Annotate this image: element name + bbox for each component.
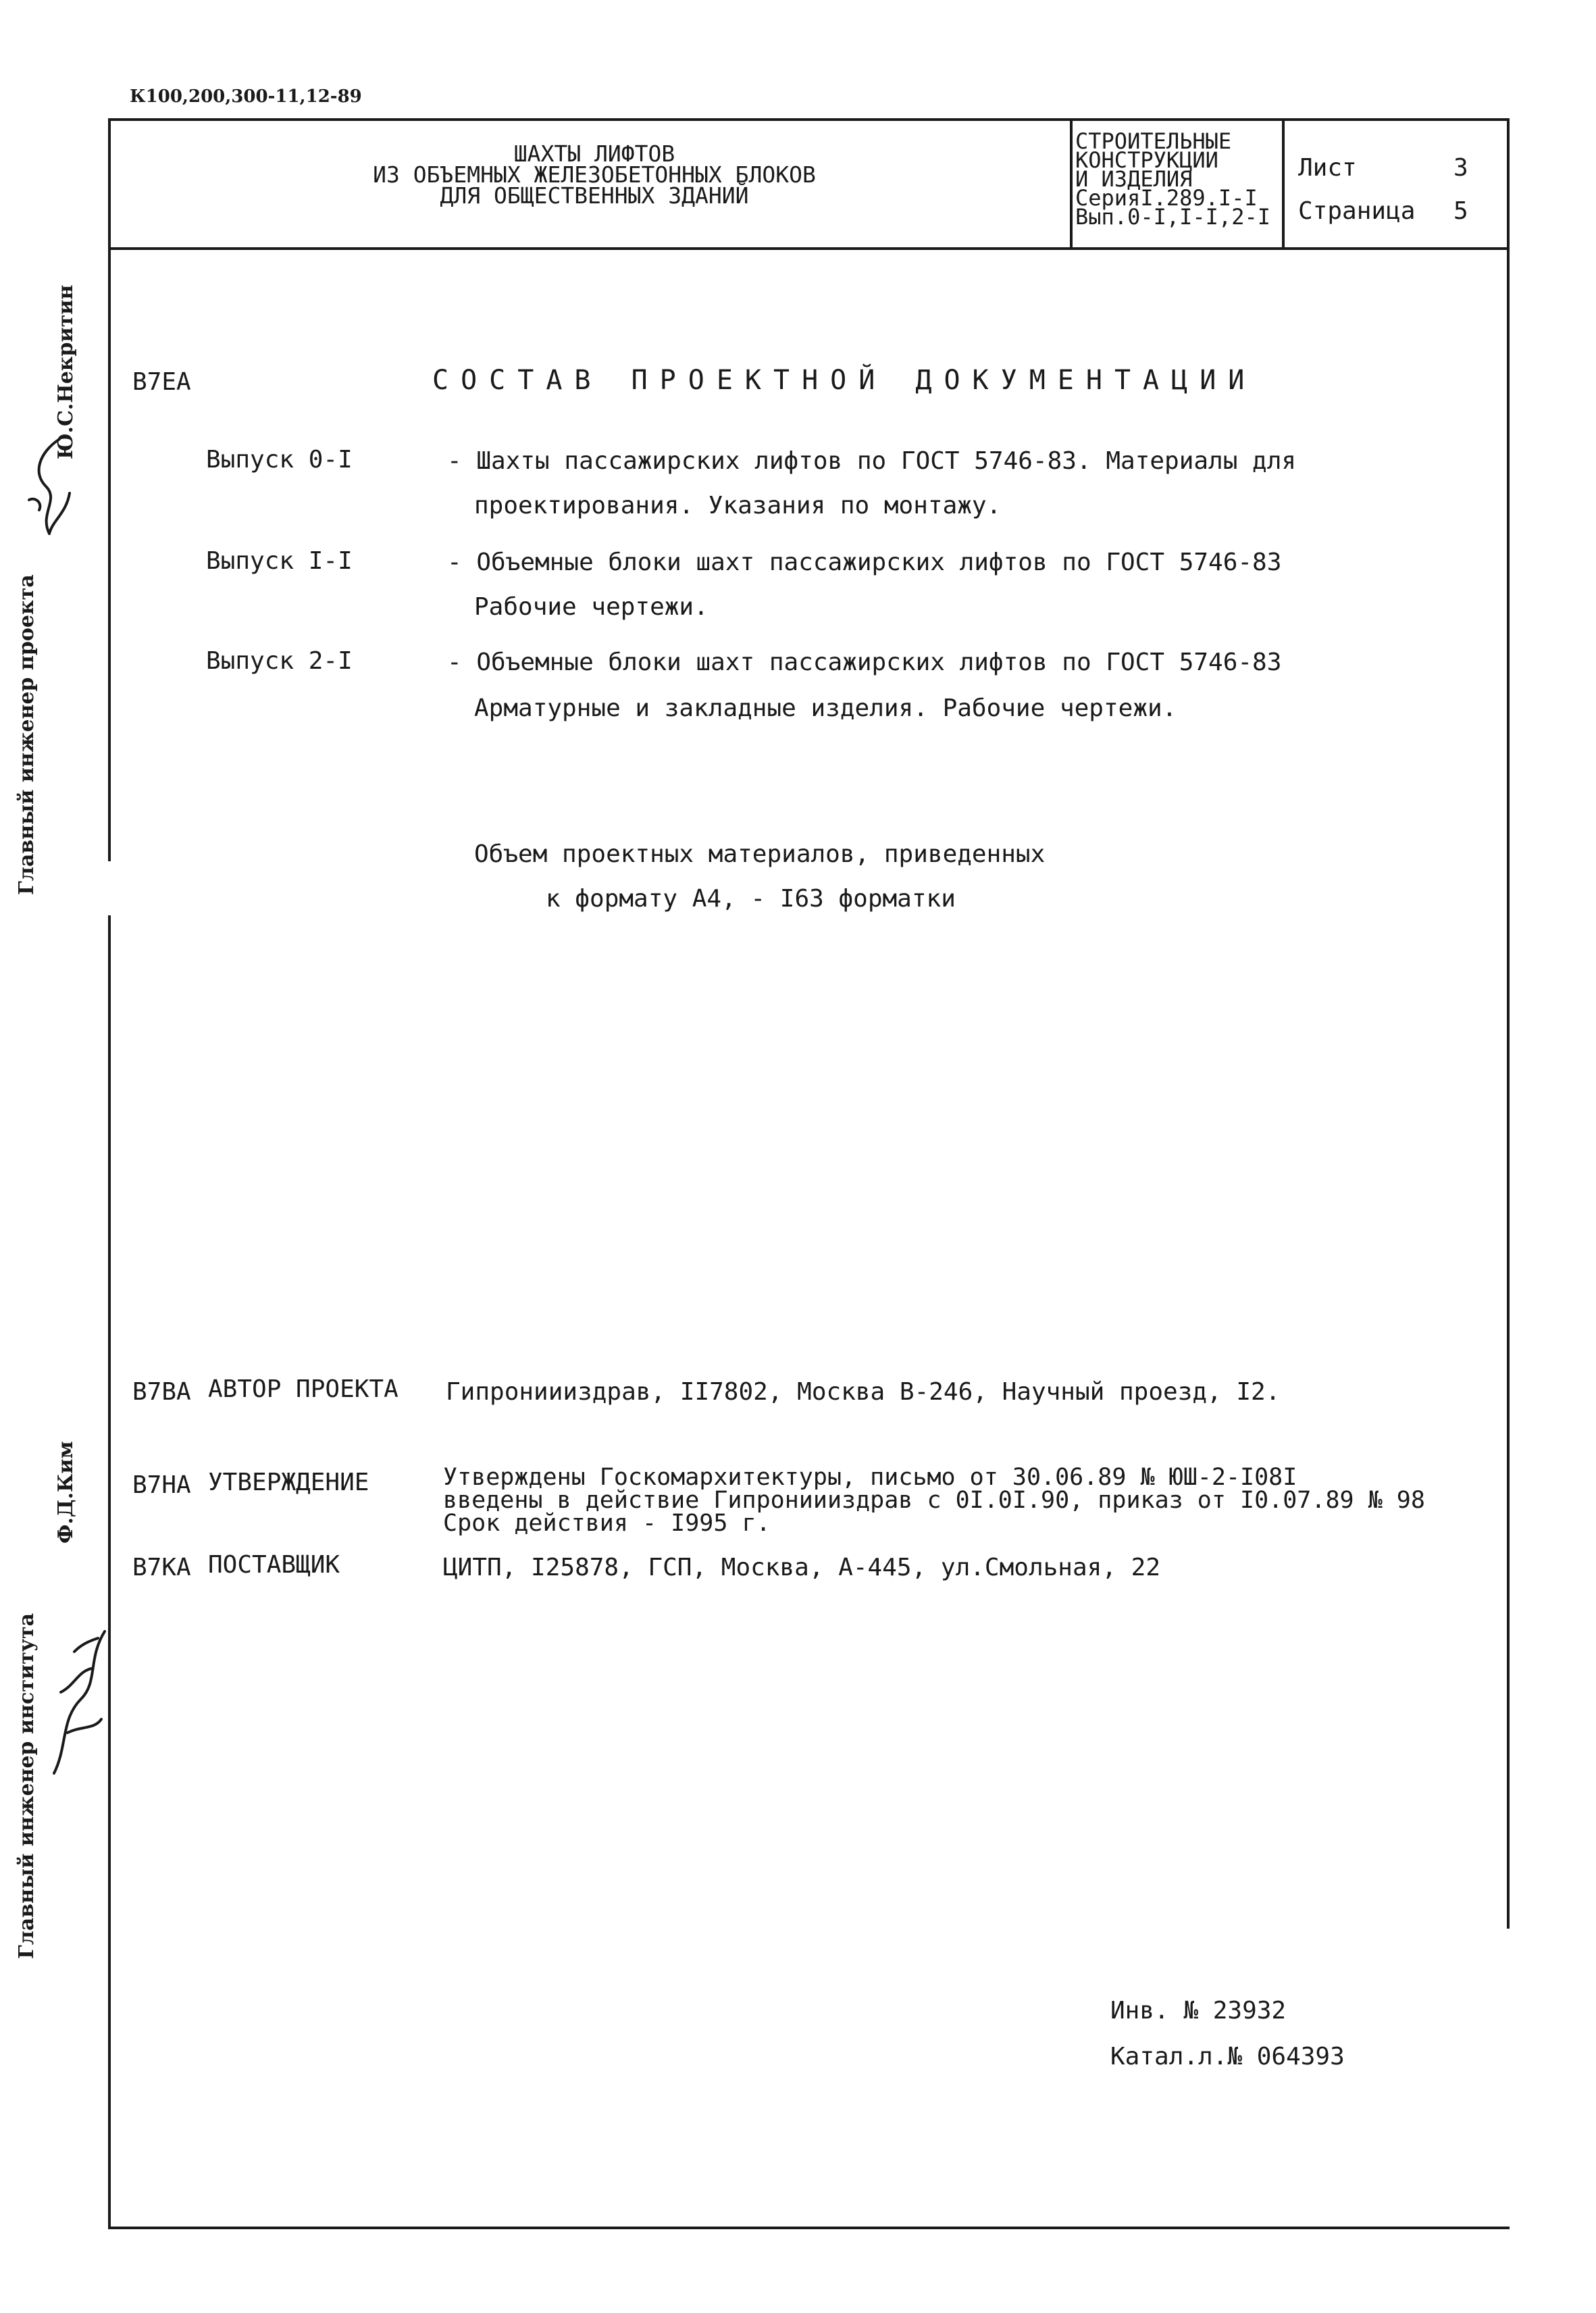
approval-line-1: Утверждены Госкомархитектуры, письмо от 30.06.89 № ЮШ-2-I08I (443, 1464, 1297, 1491)
supplier-text: ЦИТП, I25878, ГСП, Москва, А-445, ул.Смольная, 22 (443, 1554, 1161, 1581)
inventory-number: Инв. № 23932 (1110, 1997, 1287, 2025)
issue-label: Выпуск 0-I (206, 446, 353, 474)
header-divider-2 (1282, 118, 1285, 250)
chief-institute-engineer-label: Главный инженер института (15, 1612, 38, 1959)
frame-right-line (1507, 118, 1510, 1929)
author-code: В7ВА (132, 1378, 191, 1406)
catalog-number: Катал.л.№ 064393 (1110, 2043, 1345, 2070)
author-text: Гипрониииздрав, II7802, Москва В-246, Научный проезд, I2. (446, 1378, 1281, 1406)
chief-project-engineer-name: Ю.С.Некритин (54, 284, 78, 459)
volume-line-2: к формату А4, - I63 форматки (546, 885, 956, 913)
chief-institute-engineer-name: Ф.Д.Ким (54, 1441, 78, 1544)
approval-label: УТВЕРЖДЕНИЕ (208, 1469, 369, 1496)
volume-line-1: Объем проектных материалов, приведенных (474, 840, 1046, 868)
title-line-1: ШАХТЫ ЛИФТОВ (513, 141, 675, 167)
signature-institute-engineer (41, 1611, 115, 1787)
issue-description-line2: проектирования. Указания по монтажу. (474, 492, 1002, 519)
issue-label: Выпуск I-I (206, 547, 353, 575)
supplier-code: В7КА (132, 1554, 191, 1581)
issue-description-line2: Арматурные и закладные изделия. Рабочие чертежи. (474, 694, 1177, 722)
sheet-number: 3 (1453, 154, 1468, 182)
supplier-label: ПОСТАВЩИК (208, 1551, 340, 1579)
series-line-3: И ИЗДЕЛИЯ (1075, 166, 1193, 192)
issue-label: Выпуск 2-I (206, 647, 353, 675)
series-line-1: СТРОИТЕЛЬНЫЕ (1075, 128, 1232, 154)
frame-top-line (108, 118, 1510, 121)
signature-project-engineer (12, 432, 80, 540)
composition-heading: СОСТАВ ПРОЕКТНОЙ ДОКУМЕНТАЦИИ (432, 365, 1257, 396)
page-label: Страница (1298, 197, 1416, 225)
issue-description-line1: - Объемные блоки шахт пассажирских лифтов по ГОСТ 5746-83 (447, 549, 1282, 576)
series-line-5: Вып.0-I,I-I,2-I (1075, 204, 1270, 230)
chief-project-engineer-label: Главный инженер проекта (15, 574, 38, 895)
header-divider-1 (1070, 118, 1073, 250)
page-number: 5 (1453, 197, 1468, 225)
approval-text (443, 1466, 1425, 1535)
document-code: К100,200,300-11,12-89 (130, 86, 362, 107)
approval-line-2: введены в действие Гипрониииздрав с 0I.0I.90, приказ от I0.07.89 № 98 (443, 1487, 1425, 1514)
header-bottom-line (108, 247, 1510, 250)
series-line-2: КОНСТРУКЦИИ (1075, 147, 1218, 173)
document-title (122, 141, 1067, 209)
frame-bottom-line (108, 2227, 1510, 2229)
issue-description-line2: Рабочие чертежи. (474, 593, 709, 621)
title-line-3: ДЛЯ ОБЩЕСТВЕННЫХ ЗДАНИЙ (440, 182, 749, 209)
approval-line-3: Срок действия - I995 г. (443, 1510, 771, 1537)
frame-left-line (108, 118, 111, 861)
composition-code: В7ЕА (132, 368, 191, 396)
title-line-2: ИЗ ОБЪЕМНЫХ ЖЕЛЕЗОБЕТОННЫХ БЛОКОВ (373, 161, 816, 188)
frame-left-line-lower (108, 915, 111, 2229)
issue-description-line1: - Объемные блоки шахт пассажирских лифтов по ГОСТ 5746-83 (447, 649, 1282, 676)
series-block (1075, 128, 1270, 230)
author-label: АВТОР ПРОЕКТА (208, 1375, 398, 1403)
approval-code: В7НА (132, 1471, 191, 1499)
sheet-label: Лист (1298, 154, 1357, 182)
issue-description-line1: - Шахты пассажирских лифтов по ГОСТ 5746-83. Материалы для (447, 447, 1297, 475)
series-line-4: СерияI.289.I-I (1075, 185, 1258, 211)
